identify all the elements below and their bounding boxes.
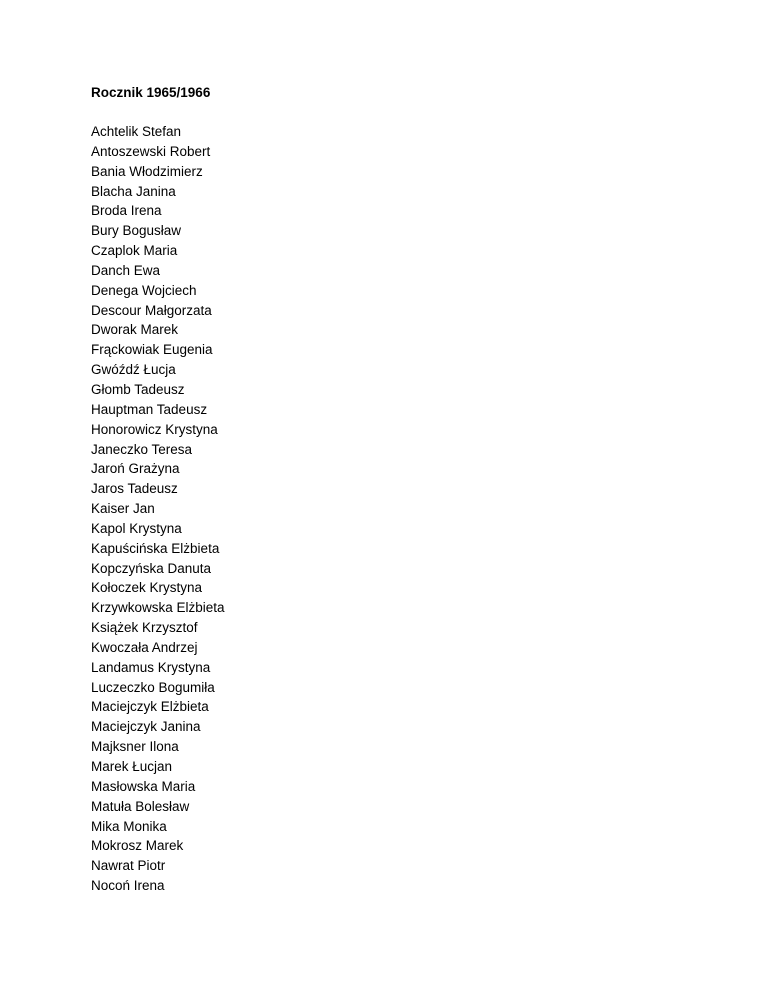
name-item: Kapuścińska Elżbieta bbox=[91, 540, 220, 556]
name-item: Maciejczyk Janina bbox=[91, 719, 201, 735]
name-item: Majksner Ilona bbox=[91, 739, 179, 755]
name-item: Maciejczyk Elżbieta bbox=[91, 699, 209, 715]
name-item: Kaiser Jan bbox=[91, 501, 155, 517]
name-item: Mokrosz Marek bbox=[91, 838, 184, 854]
name-item: Jaros Tadeusz bbox=[91, 481, 178, 497]
name-item: Kwoczała Andrzej bbox=[91, 639, 198, 655]
name-item: Kapol Krystyna bbox=[91, 520, 182, 536]
name-item: Antoszewski Robert bbox=[91, 143, 211, 159]
name-item: Broda Irena bbox=[91, 203, 162, 219]
name-item: Kołoczek Krystyna bbox=[91, 580, 203, 596]
name-item: Frąckowiak Eugenia bbox=[91, 342, 213, 358]
name-item: Matuła Bolesław bbox=[91, 798, 190, 814]
name-item: Honorowicz Krystyna bbox=[91, 421, 218, 437]
name-item: Mika Monika bbox=[91, 818, 167, 834]
name-item: Gwóźdź Łucja bbox=[91, 362, 176, 378]
name-item: Książek Krzysztof bbox=[91, 620, 198, 636]
name-item: Kopczyńska Danuta bbox=[91, 560, 212, 576]
name-item: Hauptman Tadeusz bbox=[91, 401, 208, 417]
name-item: Nocoń Irena bbox=[91, 878, 165, 894]
page-title: Rocznik 1965/1966 bbox=[91, 85, 211, 100]
name-item: Descour Małgorzata bbox=[91, 302, 212, 318]
name-item: Bania Włodzimierz bbox=[91, 163, 203, 179]
name-item: Bury Bogusław bbox=[91, 223, 182, 239]
name-item: Achtelik Stefan bbox=[91, 124, 182, 139]
name-item: Czaplok Maria bbox=[91, 243, 178, 259]
name-item: Janeczko Teresa bbox=[91, 441, 193, 457]
name-item: Dworak Marek bbox=[91, 322, 179, 338]
name-item: Denega Wojciech bbox=[91, 282, 197, 298]
name-item: Masłowska Maria bbox=[91, 778, 196, 794]
name-item: Nawrat Piotr bbox=[91, 858, 166, 874]
name-list bbox=[91, 122, 225, 896]
name-item: Marek Łucjan bbox=[91, 759, 173, 774]
name-item: Jaroń Grażyna bbox=[91, 461, 180, 477]
name-item: Danch Ewa bbox=[91, 262, 161, 278]
name-item: Krzywkowska Elżbieta bbox=[91, 600, 225, 616]
name-item: Głomb Tadeusz bbox=[91, 381, 185, 397]
name-item: Luczeczko Bogumiła bbox=[91, 679, 215, 695]
name-item: Landamus Krystyna bbox=[91, 659, 211, 675]
name-item: Blacha Janina bbox=[91, 183, 176, 199]
